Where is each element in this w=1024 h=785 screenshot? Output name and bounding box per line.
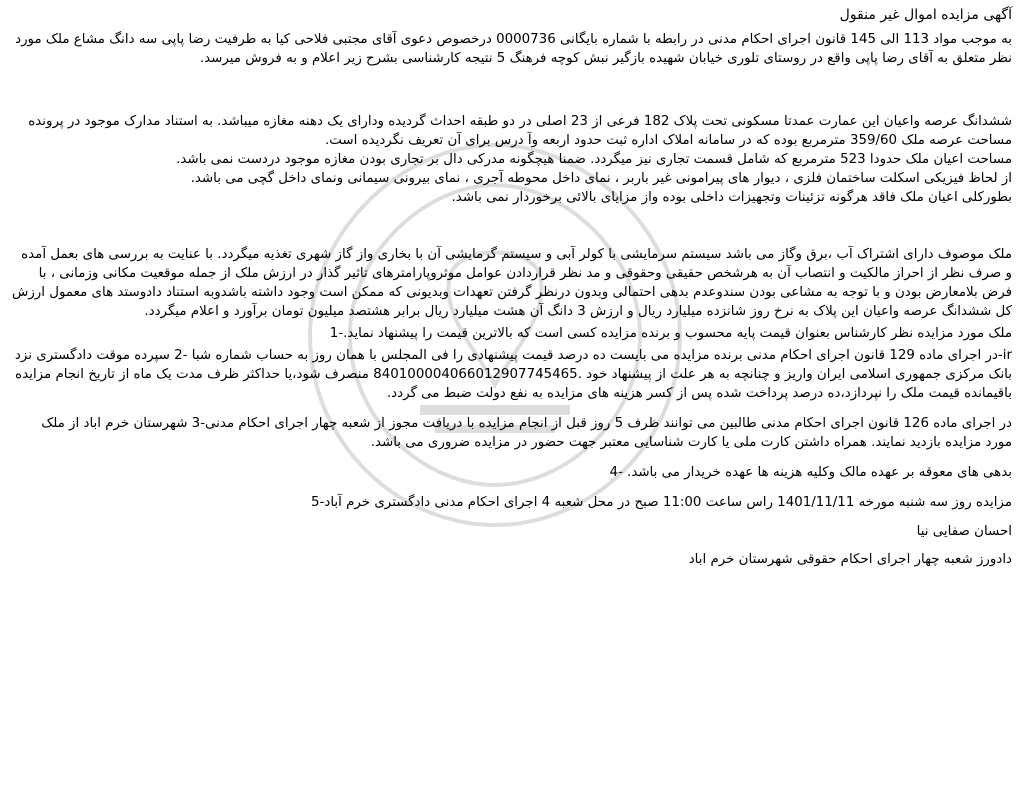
property-description-line: از لحاظ فیزیکی اسکلت ساختمان فلزی ، دیوار های پیرامونی غیر باربر ، نمای داخل محوطه آجری ، نمای بیرونی سیمانی ونمای داخل گچی می باشد.: [190, 171, 1012, 186]
signatory-name: احسان صفایی نیا: [916, 524, 1012, 539]
condition-item: مزایده روز سه شنبه مورخه 1401/11/11 راس ساعت 11:00 صبح در محل شعبه 4 اجرای احکام مدنی دادگستری خرم آباد-5: [311, 495, 1012, 510]
condition-item: ir-در اجرای ماده 129 قانون اجرای احکام مدنی برنده مزایده می بایست ده درصد قیمت پیشنهادی را فی المجلس با همان روز به حساب شماره شبا -2 سپرده موقت دادگستری نزد بانک مرکزی جمهوری اسلامی ایران واریز و چنانچه به هر علت از پیشنهاد خود .840100004066012907745465 منصرف شود،یا حداکثر ظرف مدت یک ماه از تاریخ انجام مزایده باقیمانده قیمت ملک را نپردازد،ده درصد پرداخت شده پس از کسر هزینه های مزایده به نفع دولت ضبط می گردد.: [14, 348, 1012, 401]
signatory-title: دادورز شعبه چهار اجرای احکام حقوقی شهرستان خرم اباد: [688, 552, 1012, 567]
notice-intro: به موجب مواد 113 الی 145 قانون اجرای احکام مدنی در رابطه با شماره بایگانی 0000736 درخصوص دعوی آقای مجتبی فلاحی کیا به طرفیت رضا پاپی سه دانگ مشاع ملک مورد نظر متعلق به آقای رضا پاپی واقع در روستای تلوری خیابان شهیده بازگیر نبش کوچه فرهنگ 5 نتیجه کارشناسی بشرح زیر اعلام و به فروش میرسد.: [15, 32, 1012, 66]
property-description-line: ششدانگ عرصه واعیان این عمارت عمدتا مسکونی تحت پلاک 182 فرعی از 23 اصلی در دو طبقه احداث گردیده ودارای یک دهنه مغازه میباشد. به استناد مدارک موجود در پرونده مساحت عرصه ملک 359/60 مترمربع بوده که در سامانه املاک اداره ثبت حدود اربعه وآ درس برای آن تعریف نگردیده است.: [28, 114, 1012, 148]
property-description-line: بطورکلی اعیان ملک فاقد هرگونه تزئینات وتجهیزات داخلی بوده واز مزایای بالائی برخوردار نمی باشد.: [451, 190, 1012, 205]
valuation-paragraph: ملک موصوف دارای اشتراک آب ،برق وگاز می باشد سیستم سرمایشی با کولر آبی و سیستم گرمایشی آن با بخاری واز گاز شهری تغذیه میگردد. با عنایت به بررسی های بعمل آمده و صرف نظر از احراز مالکیت و انتصاب آن به هرشخص حقیقی وحقوقی و مد نظر قراردادن عوامل موثروپارامترهای تاثیر گذار در ارزش ملک از جمله موقعیت مکانی وزمانی ، با فرض بلامعارض بودن و با توجه به مشاعی بودن سندوعدم بدهی احتمالی وبدون درنظر گرفتن تعهدات وبدیونی که ممکن است وجود داشته باشدوبه استناد دادوستد های معمول ارزش کل ششدانگ عرصه واعیان این پلاک به نرخ روز شانزده میلیارد ریال و ارزش 3 دانگ آن هشت میلیارد ریال برابر هشتصد میلیون تومان برآورد و اعلام میگردد.: [12, 247, 1012, 319]
auction-notice: [12, 6, 1012, 569]
condition-item: ملک مورد مزایده نظر کارشناس بعنوان قیمت پایه محسوب و برنده مزایده کسی است که بالاترین قیمت را پیشنهاد نماید.-1: [329, 326, 1012, 341]
condition-item: بدهی های معوقه بر عهده مالک وکلیه هزینه ها عهده خریدار می باشد. -4: [609, 465, 1012, 480]
condition-item: در اجرای ماده 126 قانون اجرای احکام مدنی طالبین می توانند ظرف 5 روز قبل از انجام مزایده با دریافت مجوز از شعبه چهار اجرای احکام مدنی-3 شهرستان خرم اباد از ملک مورد مزایده بازدید نمایند. همراه داشتن کارت ملی یا کارت شناسایی معتبر جهت حضور در مزایده ضروری می باشد.: [41, 416, 1012, 450]
notice-title: آگهی مزایده اموال غیر منقول: [839, 7, 1012, 23]
property-description-line: مساحت اعیان ملک حدودا 523 مترمربع که شامل قسمت تجاری نیز میگردد. ضمنا هیچگونه مدرکی دال بر تجاری بودن مغازه موجود دردست نمی باشد.: [176, 152, 1012, 167]
